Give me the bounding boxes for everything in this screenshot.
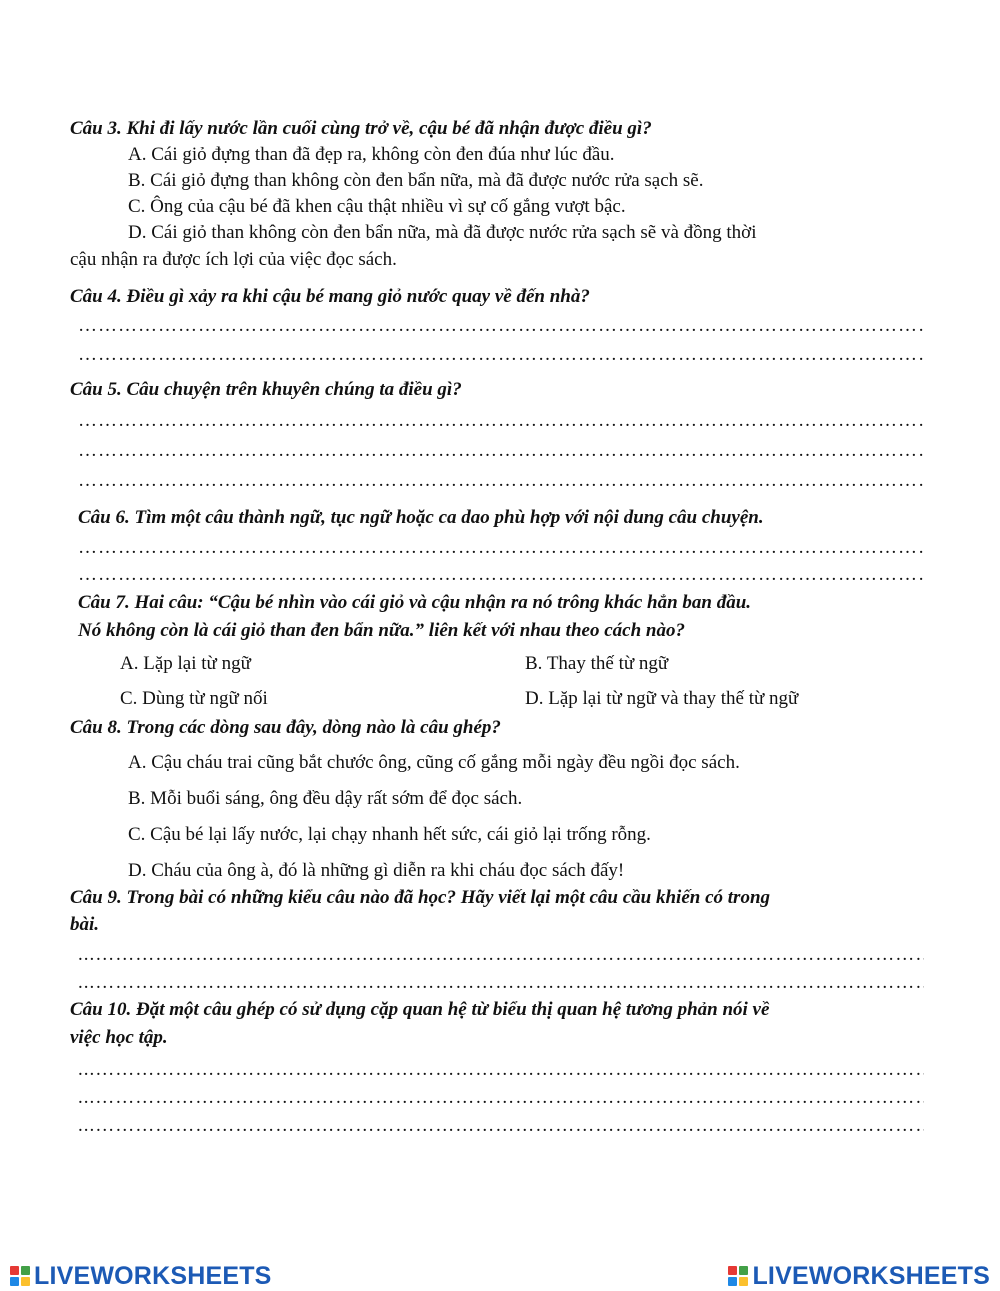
question-8: Câu 8. Trong các dòng sau đây, dòng nào là câu ghép? [70,717,501,738]
question-5: Câu 5. Câu chuyện trên khuyên chúng ta điều gì? [70,379,462,400]
q4-answer-line-1[interactable] [78,313,924,339]
q4-answer-line-2[interactable] [78,342,924,368]
question-3: Câu 3. Khi đi lấy nước lần cuối cùng trở về, cậu bé đã nhận được điều gì? [70,118,652,139]
q5-answer-line-1[interactable] [78,408,924,434]
q9-line-1-prefix: ... [78,944,96,965]
question-10-continued: việc học tập. [70,1027,168,1048]
q9-answer-line-1[interactable] [78,942,924,968]
q8-option-b[interactable]: B. Mỗi buổi sáng, ông đều dậy rất sớm để đọc sách. [128,788,523,809]
q7-option-a[interactable]: A. Lặp lại từ ngữ [120,653,251,674]
q10-answer-line-1[interactable] [78,1057,924,1083]
q9-answer-line-2[interactable] [78,970,924,996]
q10-line-3-prefix: ... [78,1115,96,1136]
q3-option-b[interactable]: B. Cái giỏ đựng than không còn đen bẩn nữa, mà đã được nước rửa sạch sẽ. [128,170,704,191]
brand-name: LIVEWORKSHEETS [34,1261,272,1290]
q9-line-2-prefix: ... [78,972,96,993]
q8-option-d[interactable]: D. Cháu của ông à, đó là những gì diễn ra khi cháu đọc sách đấy! [128,860,625,881]
q3-option-c[interactable]: C. Ông của cậu bé đã khen cậu thật nhiều vì sự cố gắng vượt bậc. [128,196,626,217]
liveworksheets-logo-left[interactable] [10,1262,272,1290]
question-9-continued: bài. [70,914,100,935]
q7-option-b[interactable]: B. Thay thế từ ngữ [525,653,669,674]
question-7-continued: Nó không còn là cái giỏ than đen bẩn nữa.” liên kết với nhau theo cách nào? [78,620,685,641]
q5-answer-line-3[interactable] [78,468,924,494]
q3-option-d[interactable]: D. Cái giỏ than không còn đen bẩn nữa, mà đã được nước rửa sạch sẽ và đồng thời [128,222,757,243]
q8-option-a[interactable]: A. Cậu cháu trai cũng bắt chước ông, cũng cố gắng mỗi ngày đều ngồi đọc sách. [128,752,740,773]
logo-squares-icon [10,1266,30,1286]
q8-option-c[interactable]: C. Cậu bé lại lấy nước, lại chạy nhanh hết sức, cái giỏ lại trống rỗng. [128,824,651,845]
q10-line-1-prefix: ... [78,1059,96,1080]
liveworksheets-logo-right[interactable] [728,1262,990,1290]
q6-answer-line-2[interactable] [78,562,924,588]
question-9: Câu 9. Trong bài có những kiểu câu nào đã học? Hãy viết lại một câu cầu khiến có trong [70,887,771,908]
q10-answer-line-3[interactable] [78,1113,924,1139]
q3-option-a[interactable]: A. Cái giỏ đựng than đã đẹp ra, không còn đen đúa như lúc đầu. [128,144,615,165]
q6-answer-line-1[interactable] [78,535,924,561]
q7-option-c[interactable]: C. Dùng từ ngữ nối [120,688,268,709]
q10-line-2-prefix: ... [78,1087,96,1108]
question-4: Câu 4. Điều gì xảy ra khi cậu bé mang giỏ nước quay về đến nhà? [70,286,590,307]
q5-answer-line-2[interactable] [78,438,924,464]
q3-option-d-continued: cậu nhận ra được ích lợi của việc đọc sách. [70,249,397,270]
question-6: Câu 6. Tìm một câu thành ngữ, tục ngữ hoặc ca dao phù hợp với nội dung câu chuyện. [78,507,764,528]
brand-name: LIVEWORKSHEETS [752,1261,990,1290]
q7-option-d[interactable]: D. Lặp lại từ ngữ và thay thế từ ngữ [525,688,799,709]
question-10: Câu 10. Đặt một câu ghép có sử dụng cặp quan hệ từ biểu thị quan hệ tương phản nói về [70,999,770,1020]
logo-squares-icon [728,1266,748,1286]
q10-answer-line-2[interactable] [78,1085,924,1111]
question-7: Câu 7. Hai câu: “Cậu bé nhìn vào cái giỏ và cậu nhận ra nó trông khác hẳn ban đầu. [78,592,752,613]
